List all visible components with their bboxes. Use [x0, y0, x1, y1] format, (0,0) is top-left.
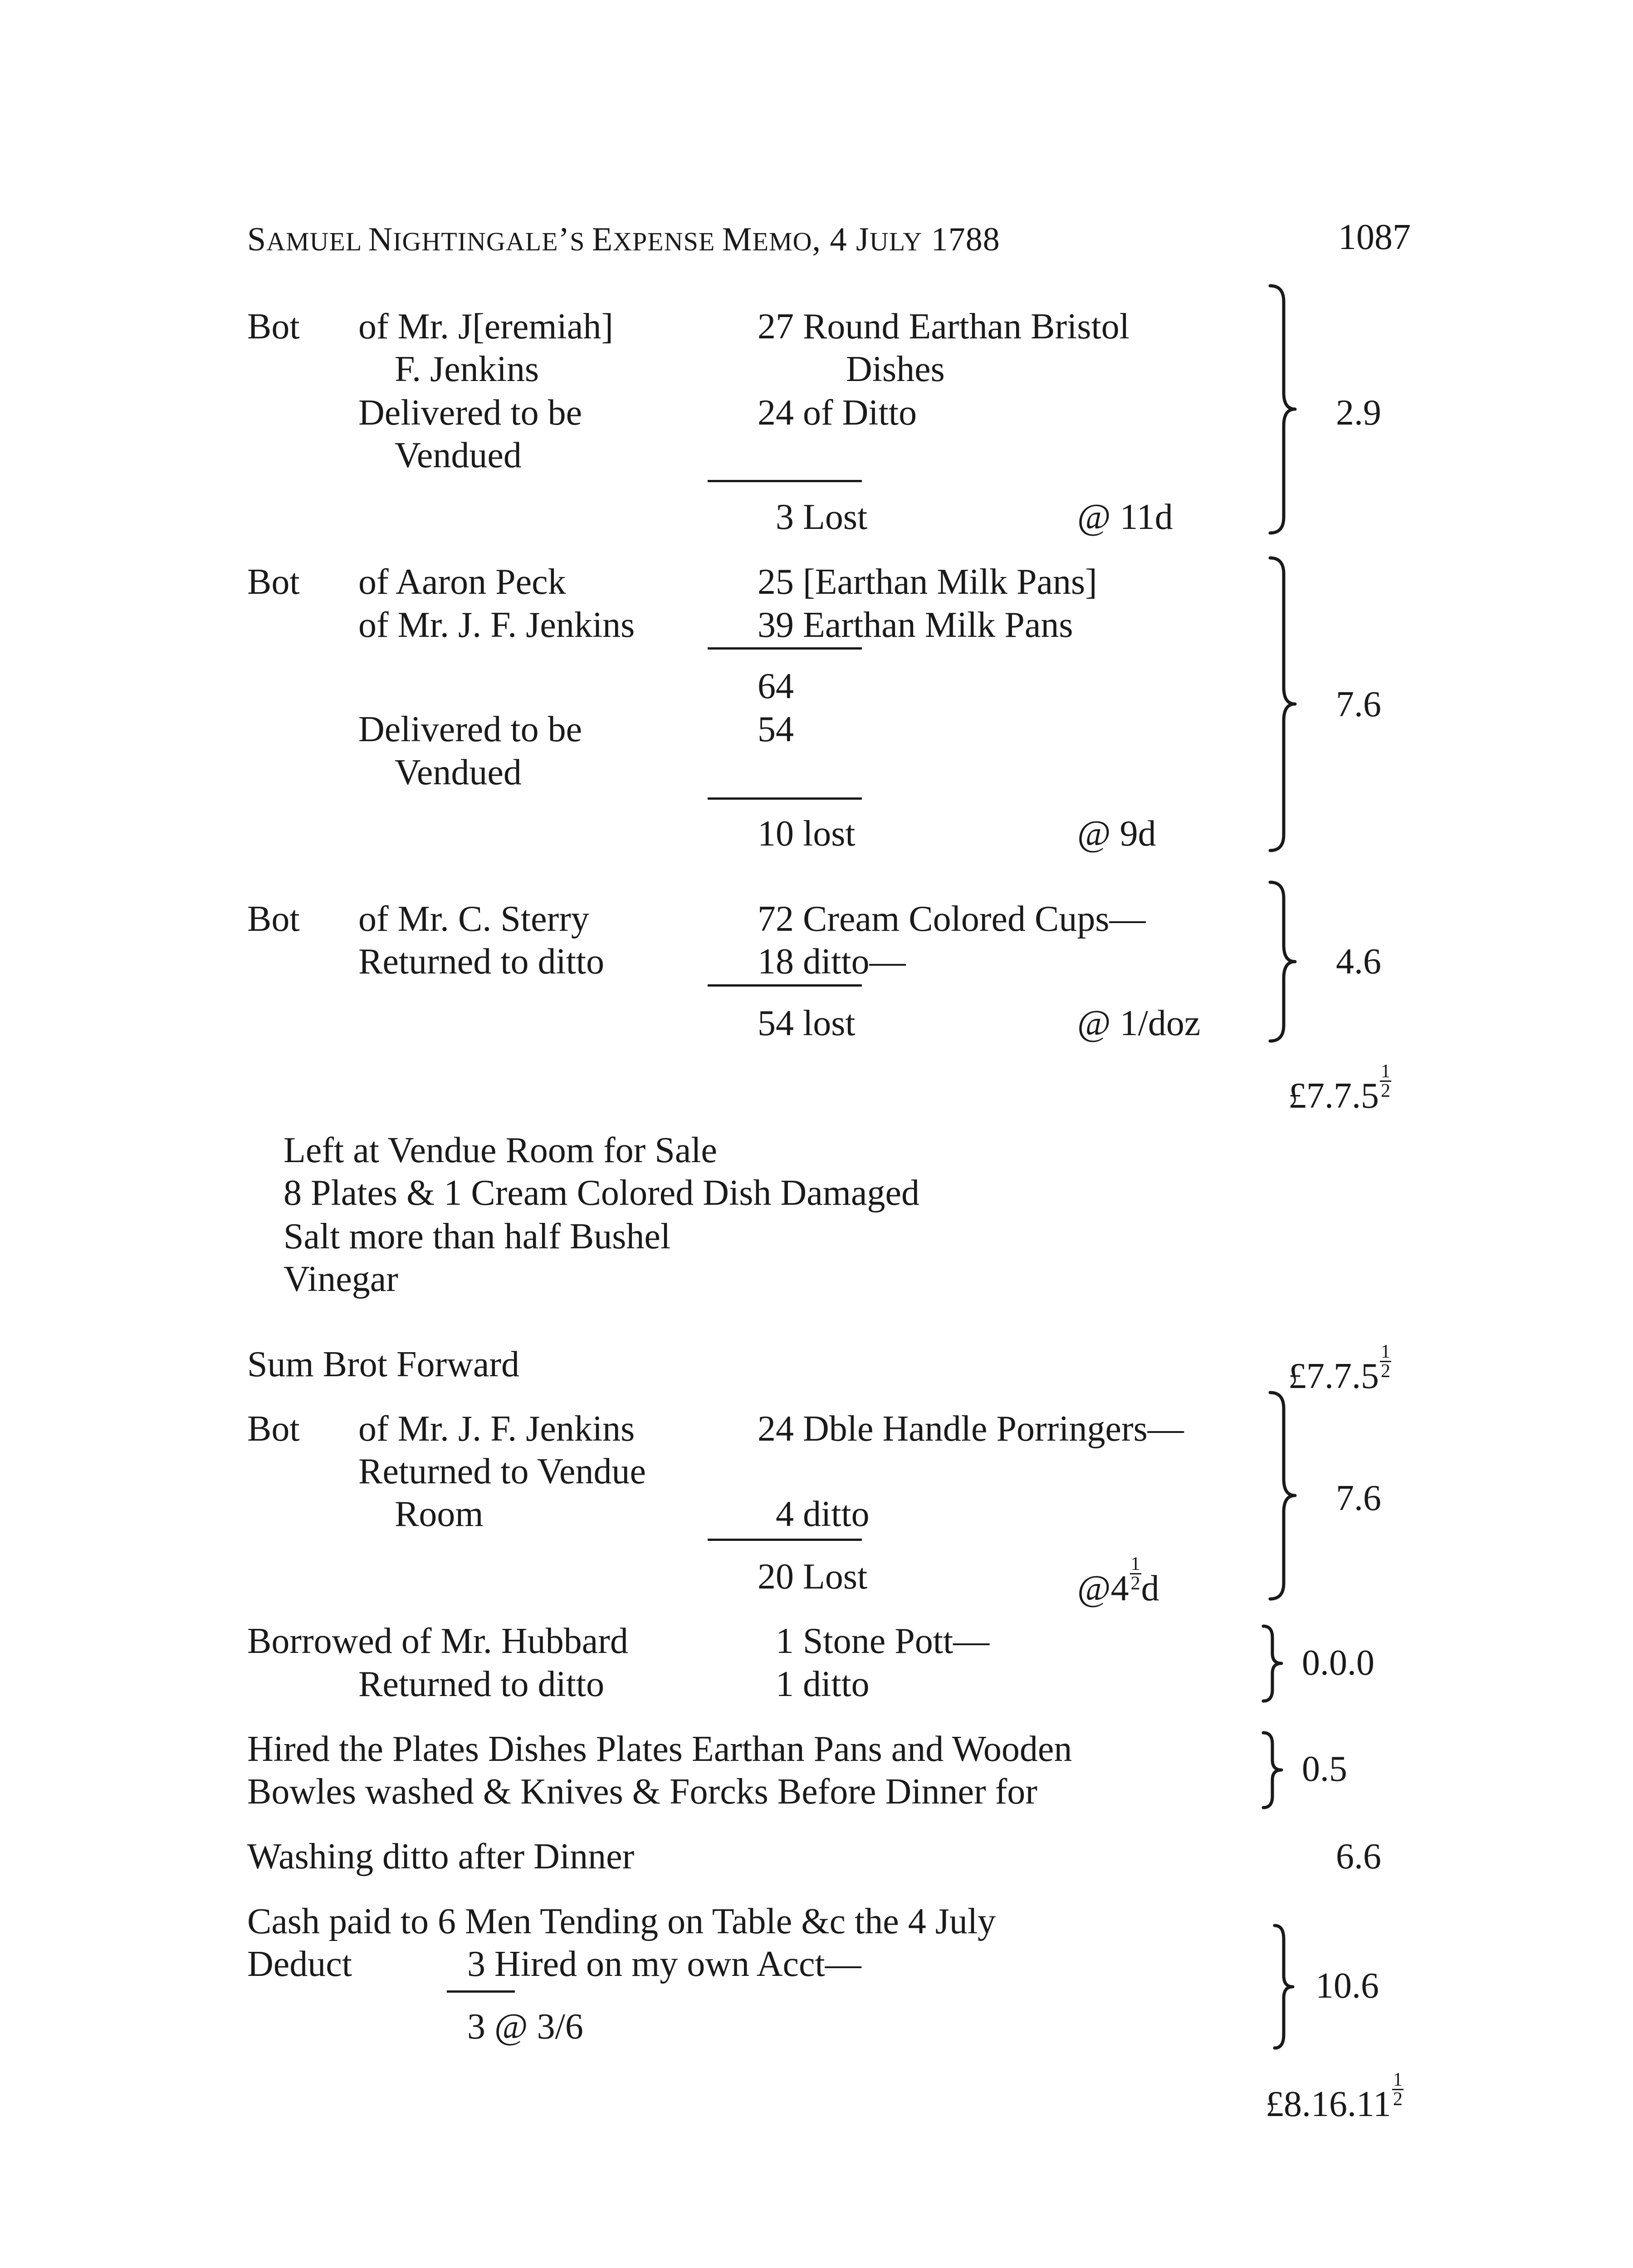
entry2-rate: @ 9d — [1077, 814, 1156, 854]
fraction-denominator: 2 — [1130, 1573, 1140, 1594]
entry5-item-2: 1 ditto — [776, 1664, 870, 1704]
entry2-rule-1 — [708, 647, 862, 650]
fraction-denominator: 2 — [1393, 2089, 1403, 2110]
title-part: XPENSE — [613, 227, 722, 256]
sum-forward-whole: £7.7.5 — [1288, 1356, 1379, 1396]
entry1-result: 3 Lost — [776, 497, 868, 537]
entry8-deduct-item: 3 Hired on my own Acct— — [467, 1944, 861, 1984]
entry2-item-2: 39 Earthan Milk Pans — [758, 605, 1073, 645]
grand-total-whole: £8.16.11 — [1266, 2084, 1392, 2124]
entry2-from-1: of Aaron Peck — [358, 562, 566, 602]
entry3-item-1: 72 Cream Colored Cups— — [758, 899, 1146, 939]
title-part: E — [592, 221, 613, 258]
entry4-label: Bot — [247, 1409, 300, 1449]
entry2-deliv-2: Vendued — [395, 753, 522, 792]
page-number: 1087 — [1338, 217, 1411, 257]
entry4-from-3: Room — [395, 1494, 484, 1534]
entry7-line-1: Washing ditto after Dinner — [247, 1837, 635, 1877]
subtotal-fraction — [1380, 1062, 1391, 1100]
entry3-from-2: Returned to ditto — [358, 942, 605, 982]
entry5-line-2: Returned to ditto — [358, 1664, 605, 1704]
title-part: M — [722, 221, 753, 258]
entry1-from-1: of Mr. J[eremiah] — [358, 307, 614, 347]
title-part: S — [247, 221, 267, 258]
entry2-from-2: of Mr. J. F. Jenkins — [358, 605, 635, 645]
entry6-brace — [1259, 1730, 1291, 1810]
entry4-from-1: of Mr. J. F. Jenkins — [358, 1409, 635, 1449]
entry2-deliv-1: Delivered to be — [358, 709, 582, 749]
entry8-brace — [1270, 1923, 1302, 2050]
entry8-deduct-label: Deduct — [247, 1944, 352, 1984]
entry5-amount: 0.0.0 — [1302, 1643, 1374, 1683]
entry3-label: Bot — [247, 899, 300, 939]
entry3-amount: 4.6 — [1336, 942, 1381, 982]
entry1-label: Bot — [247, 307, 300, 347]
entry1-item-1: 27 Round Earthan Bristol — [758, 307, 1129, 347]
fraction-numerator: 1 — [1130, 1554, 1140, 1574]
entry4-amount: 7.6 — [1336, 1478, 1381, 1518]
entry1-rate: @ 11d — [1077, 497, 1173, 537]
subtotal — [1288, 1062, 1391, 1118]
title-part: 1788 — [922, 221, 1000, 258]
entry3-item-2: 18 ditto— — [758, 942, 906, 982]
entry3-rate: @ 1/doz — [1077, 1003, 1201, 1043]
title-part: N — [368, 221, 393, 258]
title-part: , 4 — [812, 221, 856, 258]
vendue-line-1: Left at Vendue Room for Sale — [284, 1130, 718, 1170]
fraction-denominator: 2 — [1381, 1080, 1390, 1101]
title-part: S — [570, 227, 592, 256]
fraction-numerator: 1 — [1381, 1341, 1390, 1362]
entry7-amount: 6.6 — [1336, 1837, 1381, 1877]
running-title — [247, 218, 1000, 264]
entry1-deliv-2: Vendued — [395, 435, 522, 475]
entry4-from-2: Returned to Vendue — [358, 1452, 646, 1491]
entry8-line-1: Cash paid to 6 Men Tending on Table &c the 4 July — [247, 1901, 996, 1941]
entry2-rule-2 — [708, 797, 862, 800]
entry1-deliv-1: Delivered to be — [358, 393, 582, 433]
entry5-item-1: 1 Stone Pott— — [776, 1621, 990, 1661]
entry2-result: 10 lost — [758, 814, 856, 854]
sum-forward-label: Sum Brot Forward — [247, 1344, 519, 1384]
entry6-amount: 0.5 — [1302, 1749, 1347, 1789]
entry1-brace — [1266, 284, 1302, 535]
entry2-brace — [1266, 556, 1302, 853]
entry4-brace — [1266, 1390, 1302, 1601]
entry2-delivered: 54 — [758, 709, 794, 749]
sum-forward-fraction — [1380, 1343, 1391, 1380]
entry5-brace — [1259, 1624, 1291, 1703]
entry4-result: 20 Lost — [758, 1557, 868, 1597]
entry1-from-2: F. Jenkins — [395, 349, 539, 389]
title-part: IGHTINGALE — [393, 227, 558, 256]
entry4-item-2: 4 ditto — [776, 1494, 870, 1534]
entry3-result: 54 lost — [758, 1003, 856, 1043]
entry4-rate — [1077, 1555, 1159, 1610]
title-part: AMUEL — [266, 227, 368, 256]
entry8-rule — [447, 1990, 515, 1993]
entry4-item-1: 24 Dble Handle Porringers— — [758, 1409, 1184, 1449]
fraction-numerator: 1 — [1393, 2069, 1403, 2090]
entry2-label: Bot — [247, 562, 300, 602]
entry2-amount: 7.6 — [1336, 684, 1381, 724]
subtotal-whole: £7.7.5 — [1288, 1076, 1379, 1116]
vendue-line-4: Vinegar — [284, 1259, 398, 1299]
rate-prefix: @4 — [1077, 1569, 1129, 1608]
grand-total — [1266, 2071, 1403, 2126]
entry8-result: 3 @ 3/6 — [467, 2007, 583, 2047]
vendue-line-2: 8 Plates & 1 Cream Colored Dish Damaged — [284, 1173, 919, 1213]
title-part: EMO — [752, 227, 812, 256]
grand-total-fraction — [1392, 2071, 1403, 2108]
title-part: ’ — [558, 221, 570, 258]
entry1-item-3: 24 of Ditto — [758, 393, 917, 433]
fraction-numerator: 1 — [1381, 1061, 1390, 1082]
entry2-total: 64 — [758, 666, 794, 706]
sum-forward-amount — [1288, 1343, 1391, 1398]
entry3-from-1: of Mr. C. Sterry — [358, 899, 589, 939]
title-part: ULY — [869, 227, 923, 256]
rate-suffix: d — [1141, 1569, 1159, 1608]
entry5-line-1: Borrowed of Mr. Hubbard — [247, 1621, 628, 1661]
entry2-item-1: 25 [Earthan Milk Pans] — [758, 562, 1097, 602]
entry1-rule — [708, 480, 862, 482]
entry1-item-2: Dishes — [846, 349, 945, 389]
entry6-line-1: Hired the Plates Dishes Plates Earthan Pans and Wooden — [247, 1729, 1072, 1769]
entry3-rule — [708, 984, 862, 987]
vendue-line-3: Salt more than half Bushel — [284, 1217, 671, 1256]
entry1-amount: 2.9 — [1336, 393, 1381, 433]
title-part: J — [856, 221, 870, 258]
fraction-denominator: 2 — [1381, 1361, 1390, 1382]
entry6-line-2: Bowles washed & Knives & Forcks Before Dinner for — [247, 1772, 1037, 1812]
entry3-brace — [1266, 880, 1302, 1043]
entry4-rule — [708, 1539, 862, 1541]
entry8-amount: 10.6 — [1315, 1966, 1379, 2006]
rate-fraction — [1130, 1555, 1141, 1593]
